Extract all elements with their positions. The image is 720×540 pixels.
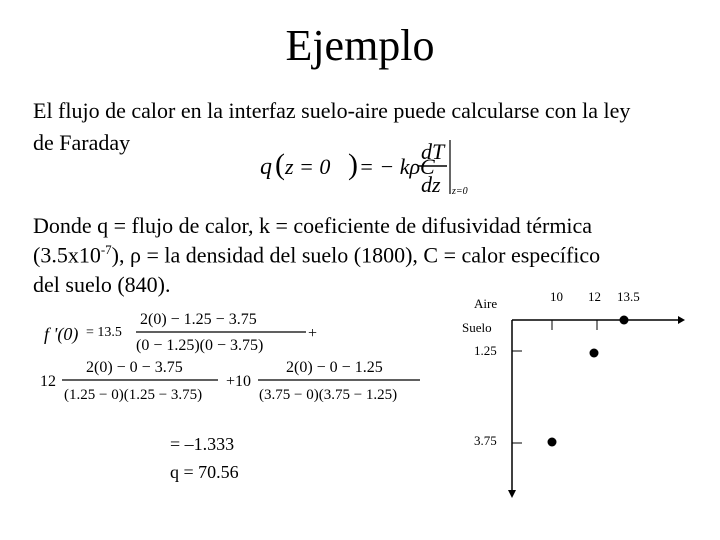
label-suelo: Suelo <box>462 320 492 335</box>
derivative-expression <box>36 300 426 412</box>
plus-sign-1: + <box>308 325 318 342</box>
point-surface <box>620 316 629 325</box>
depth-axis-arrow <box>508 490 516 498</box>
derivative-eq: = 13.5 <box>86 325 122 340</box>
tick-label-12: 12 <box>588 289 601 304</box>
depth-label-3-75: 3.75 <box>474 433 497 448</box>
intro-text-line-2: de Faraday <box>33 130 131 155</box>
term2-coefficient: 12 <box>40 373 56 390</box>
result-derivative: = –1.333 <box>170 434 235 454</box>
temperature-profile-graph <box>460 285 685 500</box>
tick-label-10: 10 <box>550 289 563 304</box>
definitions-line-2a: (3.5x10 <box>33 242 101 268</box>
formula-paren-open: ( <box>275 148 285 181</box>
surface-axis-arrow <box>678 316 685 324</box>
page-title: Ejemplo <box>285 21 435 70</box>
formula-subscript: z=0 <box>452 186 468 197</box>
term3-denominator: (3.75 − 0)(3.75 − 1.25) <box>259 387 398 403</box>
label-aire: Aire <box>474 296 498 311</box>
term1-denominator: (0 − 1.25)(0 − 3.75) <box>136 337 264 354</box>
heat-flux-formula <box>255 136 505 200</box>
definitions-exponent: -7 <box>100 242 112 257</box>
term2-numerator: 2(0) − 0 − 3.75 <box>86 359 183 376</box>
formula-q: q <box>260 154 272 180</box>
result-flux: q = 70.56 <box>170 462 239 482</box>
definitions-line-1: Donde q = flujo de calor, k = coeficiente de difusividad térmica <box>33 213 593 238</box>
formula-arg: z = 0 <box>285 154 331 179</box>
point-depth-1-25 <box>590 349 599 358</box>
intro-text-line-1: El flujo de calor en la interfaz suelo-aire puede calcularse con la ley <box>33 98 631 123</box>
plus-sign-2: +10 <box>226 373 252 390</box>
formula-paren-close: ) <box>348 148 358 181</box>
tick-label-13-5: 13.5 <box>617 289 640 304</box>
formula-rhs: = − kρC <box>359 154 435 179</box>
depth-label-1-25: 1.25 <box>474 343 497 358</box>
definitions-line-3: del suelo (840). <box>33 272 171 297</box>
point-depth-3-75 <box>548 438 557 447</box>
formula-dz: dz <box>421 172 441 197</box>
definitions-line-2b: ), ρ = la densidad del suelo (1800), C = calor específico <box>111 242 601 268</box>
derivative-fprime: f '(0) <box>44 324 79 344</box>
term2-denominator: (1.25 − 0)(1.25 − 3.75) <box>64 387 203 403</box>
formula-dT: dT <box>421 139 445 164</box>
term3-numerator: 2(0) − 0 − 1.25 <box>286 359 383 376</box>
definitions-line-2 <box>33 242 600 268</box>
term1-numerator: 2(0) − 1.25 − 3.75 <box>140 311 257 328</box>
